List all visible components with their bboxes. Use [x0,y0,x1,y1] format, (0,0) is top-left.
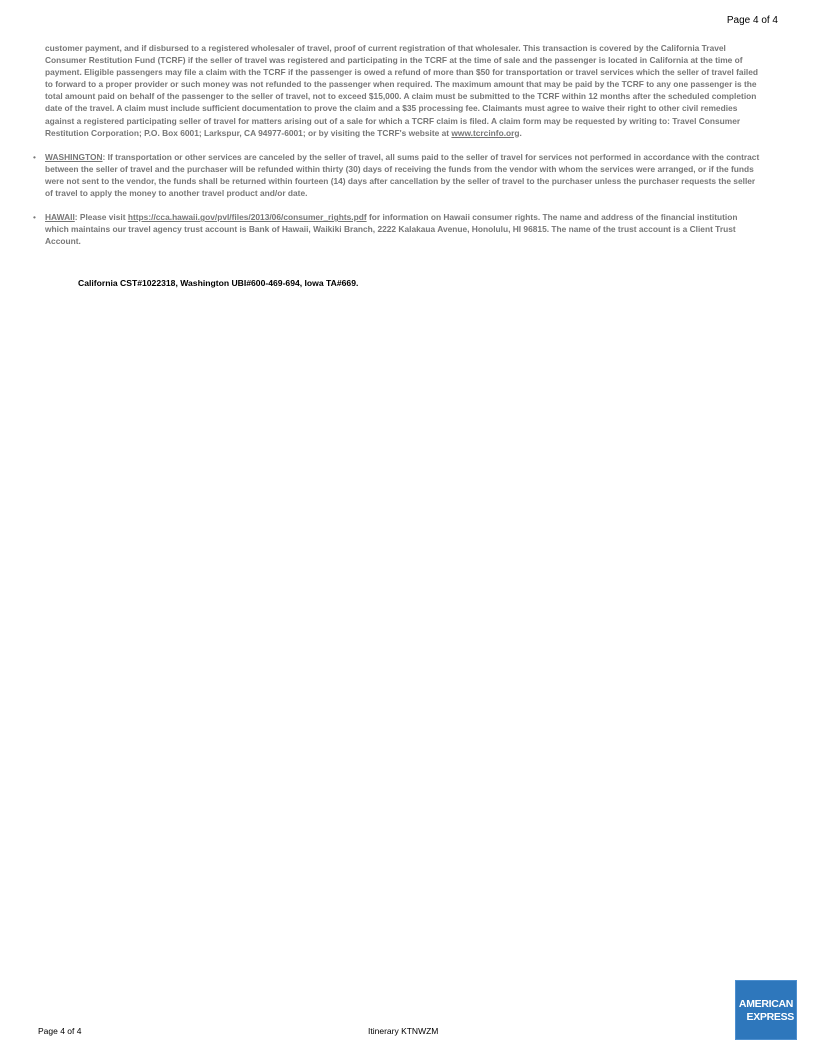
tcrf-website-link[interactable]: www.tcrcinfo.org [451,127,520,138]
hawaii-heading: HAWAII [45,212,75,223]
document-body [33,42,761,259]
list-item-washington [33,151,761,199]
american-express-logo [735,980,797,1040]
tcrf-end: . [519,127,522,138]
hawaii-text: for information on Hawaii consumer rights. The name and address of the financial institution which maintains our travel agency trust account is Bank of Hawaii, Waikiki Branch, 2222 Kalakaua Avenue, Honolulu, HI 96815. The name of the trust account is a Client Trust Account. [45,212,738,247]
logo-word-american: AMERICAN [736,998,796,1011]
hawaii-pre: : Please visit [74,212,128,223]
state-disclosures-list [33,151,761,248]
license-numbers: California CST#1022318, Washington UBI#600-469-694, Iowa TA#669. [78,278,359,288]
bullet-icon: • [33,151,36,162]
itinerary-id: Itinerary KTNWZM [368,1026,439,1036]
list-item-hawaii [33,211,761,247]
bullet-icon: • [33,212,36,223]
california-tcrf-paragraph [45,42,761,139]
washington-text: : If transportation or other services are canceled by the seller of travel, all sums paid to the seller of travel for services not performed in accordance with the contract between the seller of travel and the purchaser will be refunded within thirty (30) days of receiving the funds from the vendor with whom the services were arranged, or if the funds were not sent to the vendor, the funds shall be returned within fourteen (14) days after cancellation by the seller of travel to the purchaser unless the purchaser requests the seller of travel to apply the money to another travel product and/or date. [45,151,760,199]
hawaii-consumer-rights-link[interactable]: https://cca.hawaii.gov/pvl/files/2013/06/consumer_rights.pdf [127,212,367,223]
washington-heading: WASHINGTON [45,151,103,162]
page-number-footer: Page 4 of 4 [38,1026,82,1036]
logo-word-express: EXPRESS [746,1010,794,1023]
page-number-top: Page 4 of 4 [726,15,778,26]
tcrf-text: customer payment, and if disbursed to a registered wholesaler of travel, proof of current registration of that wholesaler. This transaction is covered by the California Travel Consumer Restitution Fund (TCRF) if the seller of travel was registered and participating in the TCRF at the time of sale and the passenger is located in California at the time of payment. Eligible passengers may file a claim with the TCRF if the passenger is owed a refund of more than $50 for transportation or travel services which the seller of travel failed to forward to a proper provider or such money was not refunded to the passenger when required. The maximum amount that may be paid by the TCRF to any one passenger is the total amount paid on behalf of the passenger to the seller of travel, not to exceed $15,000. A claim must be submitted to the TCRF within 12 months after the scheduled completion date of the travel. A claim must include sufficient documentation to prove the claim and a $35 processing fee. Claimants must agree to waive their right to other civil remedies against a registered participating seller of travel for matters arising out of a sale for which a TCRF claim is filed. A claim form may be requested by writing to: Travel Consumer Restitution Corporation; P.O. Box 6001; Larkspur, CA 94977-6001; or by visiting the TCRF's website at [45,43,759,138]
